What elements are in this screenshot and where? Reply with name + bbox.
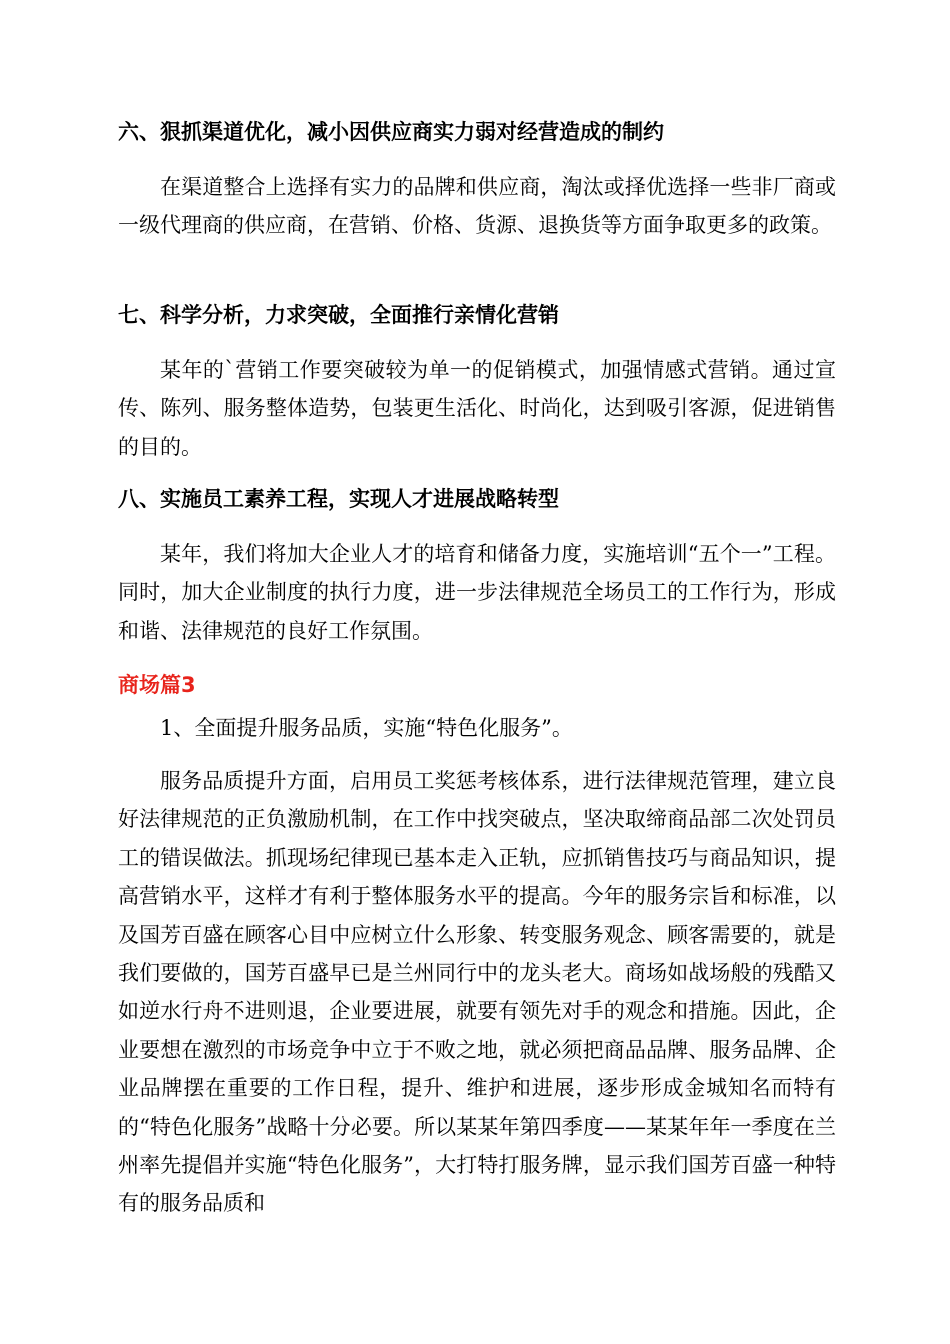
section-heading-6: 六、狠抓渠道优化，减小因供应商实力弱对经营造成的制约 bbox=[118, 120, 664, 144]
chapter-body-paragraph: 服务品质提升方面，启用员工奖惩考核体系，进行法律规范管理，建立良好法律规范的正负激励机制，在工作中找突破点，坚决取缔商品部二次处罚员工的错误做法。抓现场纪律现已基本走入正轨，应抓销售技巧与商品知识，提高营销水平，这样才有利于整体服务水平的提高。今年的服务宗旨和标准，以及国芳百盛在顾客心目中应树立什么形象、转变服务观念、顾客需要的，就是我们要做的，国芳百盛早已是兰州同行中的龙头老大。商场如战场般的残酷又如逆水行舟不进则退，企业要进展，就要有领先对手的观念和措施。因此，企业要想在激烈的市场竞争中立于不败之地，就必须把商品品牌、服务品牌、企业品牌摆在重要的工作日程，提升、维护和进展，逐步形成金城知名而特有的“特色化服务”战略十分必要。所以某某年第四季度——某某年年一季度在兰州率先提倡并实施“特色化服务”，大打特打服务牌，显示我们国芳百盛一种特有的服务品质和 bbox=[118, 769, 836, 1216]
section-heading-8: 八、实施员工素养工程，实现人才进展战略转型 bbox=[118, 487, 559, 511]
section-paragraph-6: 在渠道整合上选择有实力的品牌和供应商，淘汰或择优选择一些非厂商或一级代理商的供应商，在营销、价格、货源、退换货等方面争取更多的政策。 bbox=[118, 175, 836, 238]
section-heading-7: 七、科学分析，力求突破，全面推行亲情化营销 bbox=[118, 303, 559, 327]
chapter-title: 商场篇3 bbox=[118, 673, 196, 697]
chapter-item-1: 1、全面提升服务品质，实施“特色化服务”。 bbox=[160, 716, 573, 740]
section-paragraph-8: 某年，我们将加大企业人才的培育和储备力度，实施培训“五个一”工程。同时，加大企业制度的执行力度，进一步法律规范全场员工的工作行为，形成和谐、法律规范的良好工作氛围。 bbox=[118, 542, 836, 643]
section-paragraph-7: 某年的`营销工作要突破较为单一的促销模式，加强情感式营销。通过宣传、陈列、服务整体造势，包装更生活化、时尚化，达到吸引客源，促进销售的目的。 bbox=[118, 358, 836, 459]
